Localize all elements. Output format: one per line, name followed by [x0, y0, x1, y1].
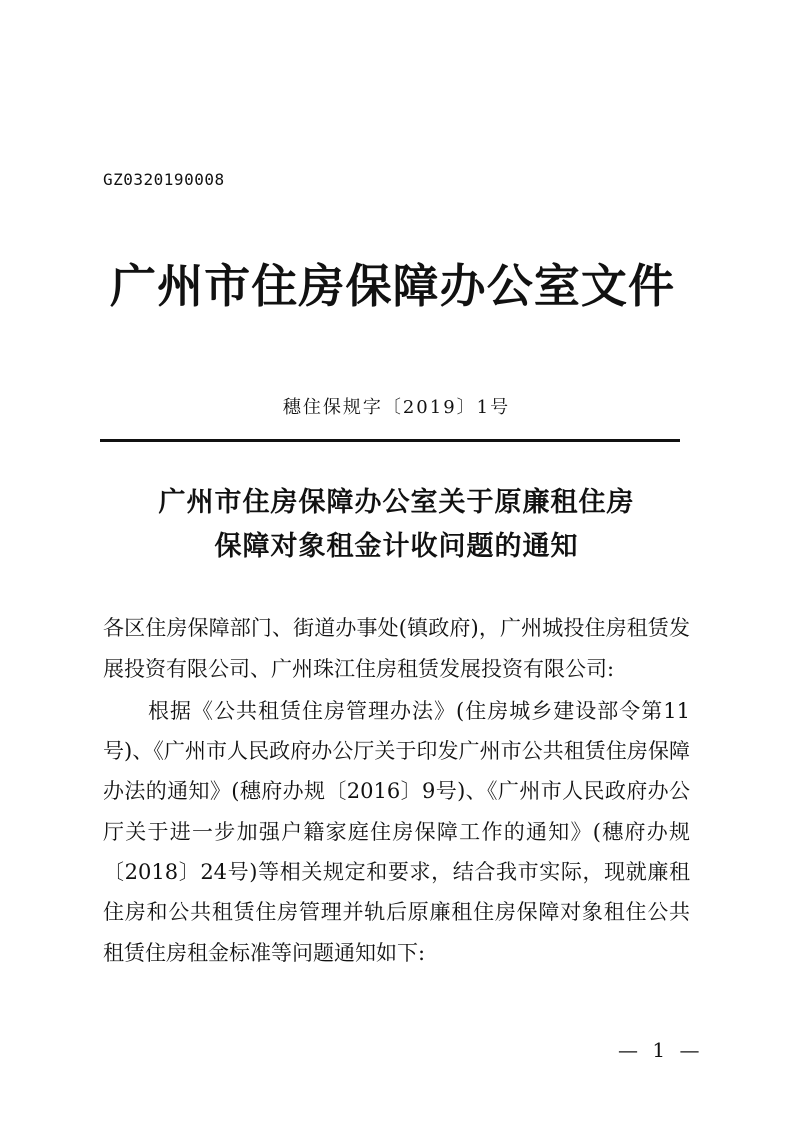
recipients-line: 展投资有限公司、广州珠江住房租赁发展投资有限公司:: [103, 657, 615, 681]
body-line: 〔2018〕24号)等相关规定和要求，结合我市实际，现就廉租: [103, 860, 690, 884]
issuer-title: 广州市住房保障办公室文件: [110, 259, 675, 313]
body-line: 租赁住房租金标准等问题通知如下:: [103, 941, 426, 965]
body-line: 厅关于进一步加强户籍家庭住房保障工作的通知》(穗府办规: [103, 820, 690, 844]
document-number: 穗住保规字〔2019〕1号: [282, 397, 511, 418]
subject-title-line-1: 广州市住房保障办公室关于原廉租住房: [158, 487, 635, 518]
body-line: 根据《公共租赁住房管理办法》(住房城乡建设部令第11: [148, 699, 690, 723]
body-line: 办法的通知》(穗府办规〔2016〕9号)、《广州市人民政府办公: [103, 779, 690, 803]
body-line: 号)、《广州市人民政府办公厅关于印发广州市公共租赁住房保障: [103, 739, 690, 763]
body-line: 住房和公共租赁住房管理并轨后原廉租住房保障对象租住公共: [103, 900, 690, 924]
header-divider: [100, 439, 680, 442]
subject-title-line-2: 保障对象租金计收问题的通知: [214, 531, 579, 562]
recipients-line: 各区住房保障部门、街道办事处(镇政府)，广州城投住房租赁发: [103, 616, 690, 640]
page-number: — 1 —: [618, 1038, 704, 1062]
document-code: GZ0320190008: [103, 170, 225, 189]
